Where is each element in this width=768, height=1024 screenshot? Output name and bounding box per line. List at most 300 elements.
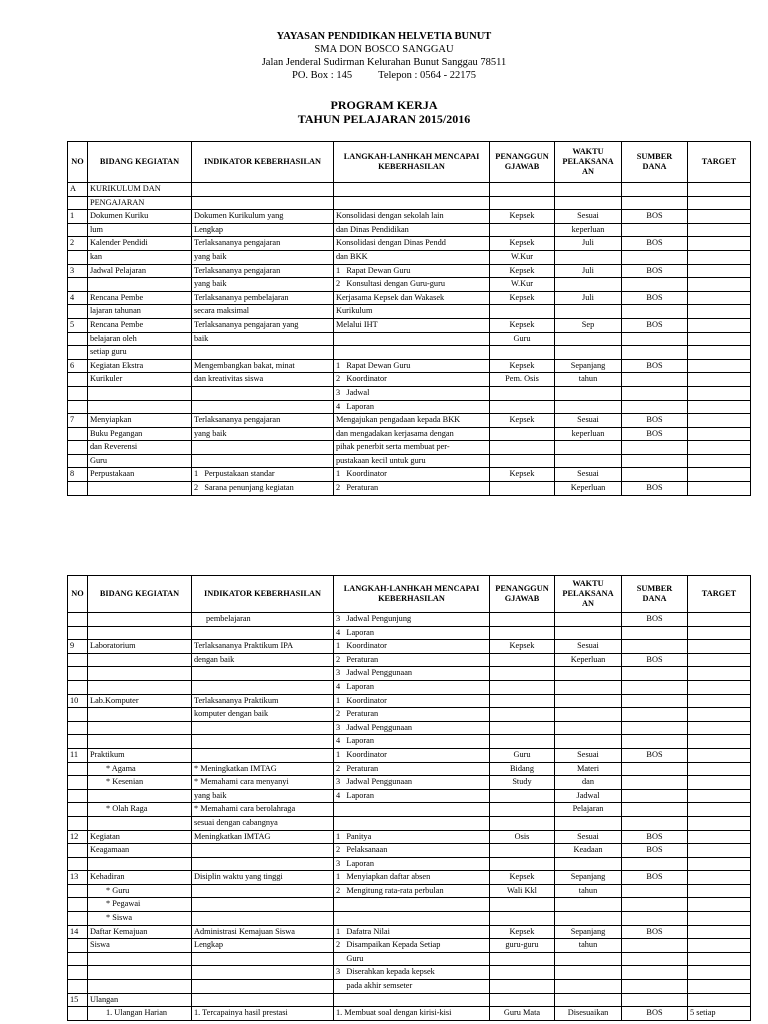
cell-no: 10 xyxy=(68,694,88,708)
cell-bidang: Kehadiran xyxy=(88,871,192,885)
cell-sumber-dana xyxy=(622,223,688,237)
cell-sumber-dana xyxy=(622,278,688,292)
cell-waktu: tahun xyxy=(555,884,622,898)
cell-langkah xyxy=(334,183,490,197)
cell-penanggung-jawab xyxy=(490,667,555,681)
cell-indikator xyxy=(192,735,334,749)
cell-no xyxy=(68,708,88,722)
cell-langkah: 2 Mengitung rata-rata perbulan xyxy=(334,884,490,898)
table-row xyxy=(68,789,751,803)
cell-indikator xyxy=(192,196,334,210)
cell-indikator: yang baik xyxy=(192,250,334,264)
cell-sumber-dana: BOS xyxy=(622,1007,688,1021)
cell-bidang: belajaran oleh xyxy=(88,332,192,346)
cell-target xyxy=(688,952,751,966)
cell-sumber-dana xyxy=(622,816,688,830)
table-row xyxy=(68,680,751,694)
cell-bidang: Dokumen Kuriku xyxy=(88,210,192,224)
cell-langkah: 4 Laporan xyxy=(334,400,490,414)
cell-sumber-dana: BOS xyxy=(622,414,688,428)
cell-target xyxy=(688,613,751,627)
cell-sumber-dana xyxy=(622,183,688,197)
cell-bidang: setiap guru xyxy=(88,346,192,360)
cell-bidang: Kegiatan Ekstra xyxy=(88,359,192,373)
table-row xyxy=(68,952,751,966)
cell-waktu: Materi xyxy=(555,762,622,776)
cell-waktu: Sesuai xyxy=(555,748,622,762)
table-row xyxy=(68,468,751,482)
cell-indikator: Lengkap xyxy=(192,939,334,953)
cell-penanggung-jawab xyxy=(490,844,555,858)
cell-indikator xyxy=(192,400,334,414)
cell-no xyxy=(68,250,88,264)
cell-waktu xyxy=(555,735,622,749)
cell-indikator xyxy=(192,884,334,898)
cell-sumber-dana xyxy=(622,441,688,455)
cell-target xyxy=(688,776,751,790)
cell-bidang: * Agama xyxy=(88,762,192,776)
cell-langkah: 4 Laporan xyxy=(334,735,490,749)
cell-penanggung-jawab xyxy=(490,857,555,871)
cell-indikator xyxy=(192,454,334,468)
cell-target xyxy=(688,789,751,803)
cell-penanggung-jawab xyxy=(490,803,555,817)
cell-bidang: Laboratorium xyxy=(88,640,192,654)
cell-no: 15 xyxy=(68,993,88,1007)
table-row xyxy=(68,318,751,332)
cell-target xyxy=(688,414,751,428)
cell-penanggung-jawab: Kepsek xyxy=(490,264,555,278)
cell-target xyxy=(688,223,751,237)
cell-bidang xyxy=(88,708,192,722)
cell-langkah: 4 Laporan xyxy=(334,789,490,803)
cell-waktu xyxy=(555,400,622,414)
cell-langkah: 3 Jadwal xyxy=(334,386,490,400)
cell-target xyxy=(688,884,751,898)
cell-indikator xyxy=(192,680,334,694)
cell-waktu: Juli xyxy=(555,237,622,251)
table-row xyxy=(68,454,751,468)
cell-sumber-dana: BOS xyxy=(622,830,688,844)
cell-no: 9 xyxy=(68,640,88,654)
cell-target xyxy=(688,332,751,346)
table-row xyxy=(68,386,751,400)
school-address: Jalan Jenderal Sudirman Kelurahan Bunut Sanggau 78511 xyxy=(261,57,507,68)
cell-penanggung-jawab xyxy=(490,223,555,237)
cell-sumber-dana xyxy=(622,708,688,722)
col-langkah: LANGKAH-LANHKAH MENCAPAI KEBERHASILAN xyxy=(334,576,490,613)
cell-indikator: * Meningkatkan IMTAG xyxy=(192,762,334,776)
cell-bidang xyxy=(88,980,192,994)
cell-langkah: Mengajukan pengadaan kepada BKK xyxy=(334,414,490,428)
cell-indikator xyxy=(192,952,334,966)
cell-sumber-dana xyxy=(622,721,688,735)
cell-sumber-dana xyxy=(622,468,688,482)
cell-indikator: 2 Sarana penunjang kegiatan xyxy=(192,482,334,496)
table-row xyxy=(68,250,751,264)
school-name: SMA DON BOSCO SANGGAU xyxy=(314,44,454,55)
cell-waktu xyxy=(555,441,622,455)
cell-no xyxy=(68,762,88,776)
cell-target xyxy=(688,291,751,305)
cell-penanggung-jawab: Kepsek xyxy=(490,925,555,939)
table-row xyxy=(68,613,751,627)
cell-waktu xyxy=(555,912,622,926)
table-row xyxy=(68,803,751,817)
cell-sumber-dana xyxy=(622,939,688,953)
cell-langkah: pustakaan kecil untuk guru xyxy=(334,454,490,468)
cell-sumber-dana: BOS xyxy=(622,210,688,224)
col-target: TARGET xyxy=(688,142,751,183)
org-name: YAYASAN PENDIDIKAN HELVETIA BUNUT xyxy=(276,31,492,42)
cell-target xyxy=(688,694,751,708)
cell-indikator xyxy=(192,346,334,360)
table-row xyxy=(68,626,751,640)
cell-penanggung-jawab xyxy=(490,386,555,400)
cell-target xyxy=(688,318,751,332)
cell-no: 3 xyxy=(68,264,88,278)
cell-waktu: Sesuai xyxy=(555,414,622,428)
cell-langkah: dan mengadakan kerjasama dengan xyxy=(334,427,490,441)
cell-target xyxy=(688,966,751,980)
cell-langkah xyxy=(334,196,490,210)
table-row xyxy=(68,427,751,441)
cell-no xyxy=(68,884,88,898)
cell-penanggung-jawab xyxy=(490,980,555,994)
cell-indikator: Lengkap xyxy=(192,223,334,237)
cell-sumber-dana: BOS xyxy=(622,748,688,762)
cell-bidang xyxy=(88,735,192,749)
cell-langkah: 3 Jadwal Penggunaan xyxy=(334,667,490,681)
table-row xyxy=(68,264,751,278)
cell-sumber-dana: BOS xyxy=(622,291,688,305)
cell-langkah: Guru xyxy=(334,952,490,966)
cell-langkah: 1 Koordinator xyxy=(334,468,490,482)
cell-langkah xyxy=(334,803,490,817)
cell-sumber-dana: BOS xyxy=(622,871,688,885)
cell-bidang xyxy=(88,278,192,292)
cell-target xyxy=(688,803,751,817)
cell-no xyxy=(68,952,88,966)
col-no: NO xyxy=(68,142,88,183)
cell-langkah: Konsolidasi dengan Dinas Pendd xyxy=(334,237,490,251)
cell-bidang xyxy=(88,386,192,400)
cell-sumber-dana: BOS xyxy=(622,427,688,441)
cell-penanggung-jawab: Kepsek xyxy=(490,210,555,224)
table-row xyxy=(68,359,751,373)
cell-waktu xyxy=(555,694,622,708)
cell-langkah: dan Dinas Pendidikan xyxy=(334,223,490,237)
cell-target xyxy=(688,980,751,994)
cell-langkah: 4 Laporan xyxy=(334,626,490,640)
table-row xyxy=(68,980,751,994)
cell-waktu xyxy=(555,250,622,264)
table-row xyxy=(68,721,751,735)
cell-penanggung-jawab: Pem. Osis xyxy=(490,373,555,387)
cell-langkah xyxy=(334,912,490,926)
cell-indikator: Administrasi Kemajuan Siswa xyxy=(192,925,334,939)
cell-target xyxy=(688,386,751,400)
cell-bidang: Kalender Pendidi xyxy=(88,237,192,251)
cell-langkah: 1 Panitya xyxy=(334,830,490,844)
cell-waktu: Juli xyxy=(555,264,622,278)
cell-target xyxy=(688,735,751,749)
table-row xyxy=(68,414,751,428)
cell-no xyxy=(68,278,88,292)
cell-penanggung-jawab xyxy=(490,613,555,627)
cell-waktu: Disesuaikan xyxy=(555,1007,622,1021)
cell-indikator: dan kreativitas siswa xyxy=(192,373,334,387)
table-row xyxy=(68,735,751,749)
cell-penanggung-jawab xyxy=(490,789,555,803)
cell-bidang: Rencana Pembe xyxy=(88,318,192,332)
cell-waktu: Sep xyxy=(555,318,622,332)
cell-indikator xyxy=(192,667,334,681)
cell-bidang: lajaran tahunan xyxy=(88,305,192,319)
cell-penanggung-jawab: Wali Kkl xyxy=(490,884,555,898)
table-row xyxy=(68,1007,751,1021)
cell-indikator: Terlaksananya pembelajaran xyxy=(192,291,334,305)
cell-waktu xyxy=(555,680,622,694)
cell-no: 1 xyxy=(68,210,88,224)
cell-target xyxy=(688,898,751,912)
cell-target xyxy=(688,721,751,735)
cell-no xyxy=(68,626,88,640)
cell-waktu xyxy=(555,857,622,871)
cell-target xyxy=(688,400,751,414)
cell-sumber-dana xyxy=(622,305,688,319)
cell-indikator: Terlaksananya pengajaran xyxy=(192,264,334,278)
cell-indikator: 1. Tercapainya hasil prestasi xyxy=(192,1007,334,1021)
cell-langkah: pihak penerbit serta membuat per- xyxy=(334,441,490,455)
cell-langkah: 3 Laporan xyxy=(334,857,490,871)
cell-penanggung-jawab: Bidang xyxy=(490,762,555,776)
cell-no xyxy=(68,332,88,346)
cell-sumber-dana xyxy=(622,196,688,210)
cell-waktu: Pelajaran xyxy=(555,803,622,817)
cell-waktu xyxy=(555,966,622,980)
cell-target: 5 setiap xyxy=(688,1007,751,1021)
cell-no xyxy=(68,789,88,803)
cell-target xyxy=(688,264,751,278)
cell-no: 11 xyxy=(68,748,88,762)
cell-no xyxy=(68,400,88,414)
cell-penanggung-jawab: W.Kur xyxy=(490,278,555,292)
cell-bidang: Guru xyxy=(88,454,192,468)
cell-target xyxy=(688,468,751,482)
col-sumber-dana: SUMBER DANA xyxy=(622,142,688,183)
cell-waktu xyxy=(555,898,622,912)
cell-bidang xyxy=(88,952,192,966)
cell-no xyxy=(68,196,88,210)
cell-langkah: 2 Pelaksanaan xyxy=(334,844,490,858)
cell-penanggung-jawab xyxy=(490,816,555,830)
col-target: TARGET xyxy=(688,576,751,613)
cell-waktu: Keadaan xyxy=(555,844,622,858)
cell-penanggung-jawab: Guru Mata xyxy=(490,1007,555,1021)
cell-waktu: Jadwal xyxy=(555,789,622,803)
cell-langkah xyxy=(334,346,490,360)
cell-langkah xyxy=(334,816,490,830)
cell-langkah: 2 Peraturan xyxy=(334,653,490,667)
cell-penanggung-jawab xyxy=(490,196,555,210)
cell-target xyxy=(688,844,751,858)
cell-langkah: 2 Disampaikan Kepada Setiap xyxy=(334,939,490,953)
cell-indikator xyxy=(192,844,334,858)
cell-bidang xyxy=(88,482,192,496)
cell-sumber-dana xyxy=(622,332,688,346)
cell-penanggung-jawab xyxy=(490,400,555,414)
table-row xyxy=(68,400,751,414)
col-indikator: INDIKATOR KEBERHASILAN xyxy=(192,576,334,613)
cell-bidang: Siswa xyxy=(88,939,192,953)
cell-no xyxy=(68,857,88,871)
table-row xyxy=(68,966,751,980)
cell-penanggung-jawab xyxy=(490,427,555,441)
cell-waktu xyxy=(555,626,622,640)
cell-indikator: dengan baik xyxy=(192,653,334,667)
cell-penanggung-jawab xyxy=(490,183,555,197)
cell-waktu xyxy=(555,980,622,994)
cell-bidang: Buku Pegangan xyxy=(88,427,192,441)
cell-bidang: Ulangan xyxy=(88,993,192,1007)
cell-no: 12 xyxy=(68,830,88,844)
cell-penanggung-jawab xyxy=(490,626,555,640)
cell-target xyxy=(688,708,751,722)
cell-penanggung-jawab xyxy=(490,346,555,360)
col-langkah: LANGKAH-LANHKAH MENCAPAI KEBERHASILAN xyxy=(334,142,490,183)
table-row xyxy=(68,482,751,496)
cell-indikator xyxy=(192,441,334,455)
cell-waktu: Sepanjang xyxy=(555,871,622,885)
cell-indikator xyxy=(192,857,334,871)
cell-bidang: Menyiapkan xyxy=(88,414,192,428)
cell-waktu xyxy=(555,346,622,360)
cell-waktu xyxy=(555,305,622,319)
table-row xyxy=(68,332,751,346)
cell-penanggung-jawab xyxy=(490,966,555,980)
cell-sumber-dana xyxy=(622,626,688,640)
table-row xyxy=(68,183,751,197)
table-row xyxy=(68,441,751,455)
cell-indikator: Disiplin waktu yang tinggi xyxy=(192,871,334,885)
cell-langkah: 3 Jadwal Pengunjung xyxy=(334,613,490,627)
cell-langkah: 1. Membuat soal dengan kirisi-kisi xyxy=(334,1007,490,1021)
cell-indikator: Terlaksananya pengajaran yang xyxy=(192,318,334,332)
cell-penanggung-jawab: Kepsek xyxy=(490,640,555,654)
cell-langkah: 1 Koordinator xyxy=(334,748,490,762)
cell-no xyxy=(68,373,88,387)
cell-langkah: 1 Dafatra Nilai xyxy=(334,925,490,939)
cell-bidang: * Kesenian xyxy=(88,776,192,790)
cell-indikator: sesuai dengan cabangnya xyxy=(192,816,334,830)
cell-indikator: Terlaksananya Praktikum xyxy=(192,694,334,708)
cell-langkah: dan BKK xyxy=(334,250,490,264)
cell-no xyxy=(68,735,88,749)
cell-langkah: Kurikulum xyxy=(334,305,490,319)
cell-sumber-dana: BOS xyxy=(622,653,688,667)
cell-sumber-dana xyxy=(622,694,688,708)
cell-waktu: Sepanjang xyxy=(555,925,622,939)
cell-penanggung-jawab xyxy=(490,305,555,319)
cell-bidang xyxy=(88,721,192,735)
cell-target xyxy=(688,816,751,830)
cell-indikator xyxy=(192,721,334,735)
cell-bidang: dan Reverensi xyxy=(88,441,192,455)
cell-penanggung-jawab xyxy=(490,653,555,667)
cell-waktu: Keperluan xyxy=(555,653,622,667)
cell-no xyxy=(68,454,88,468)
cell-waktu xyxy=(555,278,622,292)
table-row xyxy=(68,762,751,776)
cell-indikator: baik xyxy=(192,332,334,346)
cell-bidang xyxy=(88,667,192,681)
cell-waktu xyxy=(555,183,622,197)
cell-waktu xyxy=(555,816,622,830)
cell-sumber-dana xyxy=(622,386,688,400)
table-row xyxy=(68,939,751,953)
cell-bidang: * Olah Raga xyxy=(88,803,192,817)
cell-penanggung-jawab xyxy=(490,912,555,926)
table-row xyxy=(68,373,751,387)
cell-penanggung-jawab xyxy=(490,482,555,496)
cell-indikator: secara maksimal xyxy=(192,305,334,319)
cell-indikator: Mengembangkan bakat, minat xyxy=(192,359,334,373)
cell-target xyxy=(688,871,751,885)
title-line-2: TAHUN PELAJARAN 2015/2016 xyxy=(297,112,471,126)
cell-sumber-dana xyxy=(622,776,688,790)
table-row xyxy=(68,871,751,885)
cell-penanggung-jawab: Kepsek xyxy=(490,318,555,332)
cell-sumber-dana: BOS xyxy=(622,318,688,332)
cell-sumber-dana xyxy=(622,789,688,803)
table-row xyxy=(68,237,751,251)
cell-target xyxy=(688,626,751,640)
cell-indikator xyxy=(192,898,334,912)
cell-target xyxy=(688,359,751,373)
cell-indikator xyxy=(192,993,334,1007)
cell-target xyxy=(688,237,751,251)
col-penanggung-jawab: PENANGGUN GJAWAB xyxy=(490,576,555,613)
cell-langkah xyxy=(334,898,490,912)
cell-bidang xyxy=(88,966,192,980)
cell-bidang: PENGAJARAN xyxy=(88,196,192,210)
program-table-page-1 xyxy=(67,141,751,496)
cell-no xyxy=(68,776,88,790)
cell-target xyxy=(688,653,751,667)
cell-bidang: Kegiatan xyxy=(88,830,192,844)
cell-no xyxy=(68,223,88,237)
cell-target xyxy=(688,925,751,939)
cell-sumber-dana xyxy=(622,762,688,776)
cell-bidang xyxy=(88,789,192,803)
table-row xyxy=(68,305,751,319)
cell-sumber-dana xyxy=(622,735,688,749)
cell-indikator xyxy=(192,980,334,994)
cell-waktu xyxy=(555,196,622,210)
table-row xyxy=(68,640,751,654)
cell-penanggung-jawab xyxy=(490,454,555,468)
cell-bidang: Lab.Komputer xyxy=(88,694,192,708)
cell-sumber-dana xyxy=(622,912,688,926)
cell-target xyxy=(688,939,751,953)
table-row xyxy=(68,912,751,926)
cell-target xyxy=(688,912,751,926)
cell-sumber-dana xyxy=(622,803,688,817)
cell-sumber-dana: BOS xyxy=(622,237,688,251)
cell-langkah: 3 Diserahkan kepada kepsek xyxy=(334,966,490,980)
cell-no: 7 xyxy=(68,414,88,428)
